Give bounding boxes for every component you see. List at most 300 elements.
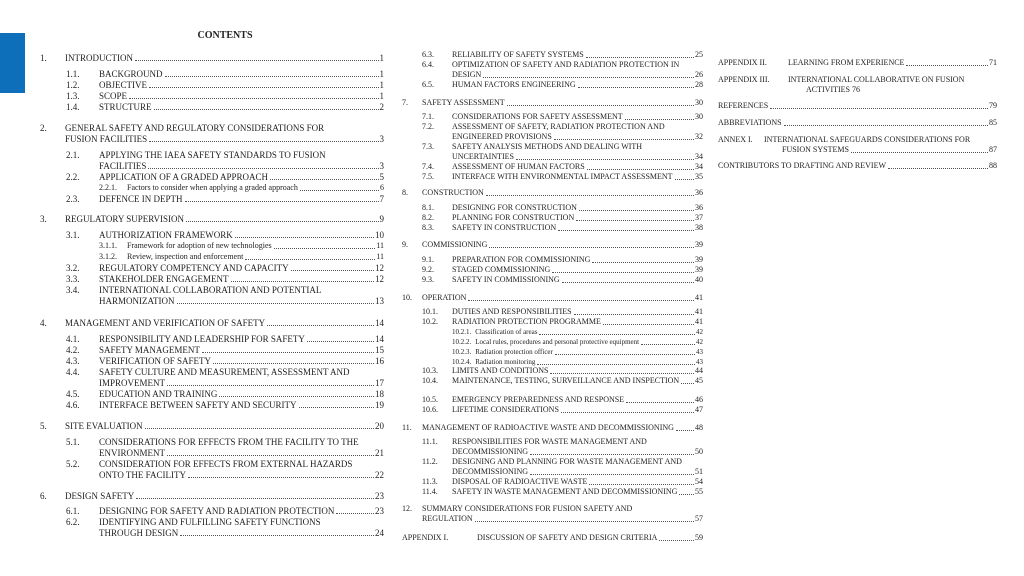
toc-entry (452, 376, 703, 386)
toc-page-number: 13 (375, 296, 384, 306)
toc-entry-number: 8.2. (422, 213, 434, 222)
toc-page-number: 23 (375, 506, 384, 516)
toc-entry-title: Classification of areas (475, 328, 538, 336)
toc-entry (452, 162, 703, 172)
toc-page-number: 44 (695, 366, 703, 375)
toc-page-number: 14 (375, 334, 384, 344)
toc-entry (127, 241, 384, 251)
toc-page-number: 18 (375, 389, 384, 399)
toc-leader (554, 139, 694, 140)
toc-page-number: 16 (375, 356, 384, 366)
toc-entry-title: MANAGEMENT OF RADIOACTIVE WASTE AND DECOMMISSIONING (422, 423, 674, 432)
toc-page-number: 51 (695, 467, 703, 476)
toc-entry-continuation (99, 448, 384, 458)
toc-entry-number: 10.5. (422, 395, 438, 404)
toc-entry-title-cont: DESIGN (452, 70, 482, 79)
toc-page-number: 12 (375, 274, 384, 284)
toc-entry-title: INTERFACE WITH ENVIRONMENTAL IMPACT ASSESSMENT (452, 172, 673, 181)
toc-page-number: 39 (695, 240, 703, 249)
toc-page-number: 26 (695, 70, 703, 79)
toc-entry (452, 142, 642, 152)
toc-entry-number: 2.3. (66, 194, 80, 204)
toc-entry-number: 3.2. (66, 263, 80, 273)
toc-page-number: 21 (375, 448, 384, 458)
toc-entry (452, 203, 703, 213)
toc-page-number: 42 (696, 338, 703, 346)
toc-page-number: 59 (695, 533, 703, 542)
toc-leader (307, 341, 374, 342)
toc-entry-title: EMERGENCY PREPAREDNESS AND RESPONSE (452, 395, 625, 404)
toc-entry-number: 10.6. (422, 405, 438, 414)
toc-leader (530, 454, 694, 455)
toc-entry-title: INTERNATIONAL COLLABORATIVE ON FUSION (788, 75, 965, 84)
toc-page-number: 47 (695, 405, 703, 414)
toc-page-number: 24 (375, 528, 384, 538)
toc-entry-number: 11.4. (422, 487, 438, 496)
toc-entry-number: 3.3. (66, 274, 80, 284)
toc-entry (127, 183, 384, 193)
accent-bar (0, 33, 25, 93)
toc-leader (148, 168, 378, 169)
toc-entry (452, 50, 703, 60)
toc-entry-title-cont: ENGINEERED PROVISIONS (452, 132, 552, 141)
toc-entry-title: RELIABILITY OF SAFETY SYSTEMS (452, 50, 584, 59)
toc-entry-number: APPENDIX II. (718, 58, 767, 67)
toc-entry (99, 80, 384, 90)
toc-entry-title: VERIFICATION OF SAFETY (99, 356, 212, 366)
toc-page-number: 32 (695, 132, 703, 141)
toc-entry-number: 6.5. (422, 80, 434, 89)
toc-leader (675, 179, 694, 180)
toc-page-number: 41 (695, 307, 703, 316)
toc-entry-number: 8. (402, 188, 408, 197)
toc-page-number: 1 (379, 80, 384, 90)
toc-entry (452, 172, 703, 182)
toc-page-number: 45 (695, 376, 703, 385)
toc-entry (65, 123, 324, 133)
toc-leader (167, 455, 374, 456)
toc-leader (300, 190, 379, 191)
toc-leader (149, 87, 379, 88)
toc-leader (129, 98, 378, 99)
toc-entry-title: Factors to consider when applying a graded approach (127, 183, 298, 192)
toc-page-number: 2 (379, 102, 384, 112)
toc-entry-title: REFERENCES (718, 101, 769, 110)
toc-page-number: 22 (375, 470, 384, 480)
toc-entry (452, 477, 703, 487)
toc-page-number: 55 (695, 487, 703, 496)
toc-entry (99, 274, 384, 284)
toc-entry-number: 5. (40, 421, 47, 431)
toc-entry-continuation (99, 470, 384, 480)
toc-entry-number: 5.1. (66, 437, 80, 447)
toc-entry-title: BACKGROUND (99, 69, 163, 79)
toc-entry-title: INTRODUCTION (65, 53, 133, 63)
toc-leader (579, 210, 694, 211)
toc-page-number: 1 (379, 91, 384, 101)
toc-entry-title-cont: THROUGH DESIGN (99, 528, 179, 538)
toc-leader (186, 221, 378, 222)
toc-leader (149, 141, 378, 142)
toc-entry-continuation (452, 132, 703, 142)
toc-entry (452, 275, 703, 285)
toc-entry (718, 161, 997, 171)
toc-leader (784, 125, 988, 126)
toc-entry-number: 7. (402, 98, 408, 107)
toc-leader (625, 119, 694, 120)
toc-page-number: 1 (379, 69, 384, 79)
toc-entry-title-cont: DECOMMISSIONING (452, 447, 529, 456)
toc-page-number: 48 (695, 423, 703, 432)
toc-entry-title: SAFETY ASSESSMENT (422, 98, 505, 107)
toc-page-number: 30 (695, 112, 703, 121)
toc-page-number: 28 (695, 80, 703, 89)
toc-page-number: 35 (695, 172, 703, 181)
toc-entry (99, 172, 384, 182)
toc-entry (99, 437, 359, 447)
toc-leader (213, 363, 374, 364)
toc-entry (452, 395, 703, 405)
toc-entry (99, 69, 384, 79)
toc-entry-title: STAGED COMMISSIONING (452, 265, 551, 274)
toc-entry-title: LEARNING FROM EXPERIENCE (788, 58, 905, 67)
toc-page-number: 34 (695, 162, 703, 171)
toc-entry-number: 4.2. (66, 345, 80, 355)
toc-entry-continuation (99, 528, 384, 538)
toc-entry-number: 1.4. (66, 102, 80, 112)
toc-entry (452, 213, 703, 223)
toc-entry-title: CONSIDERATIONS FOR EFFECTS FROM THE FACILITY TO THE (99, 437, 359, 447)
toc-entry-title: ASSESSMENT OF SAFETY, RADIATION PROTECTION AND (452, 122, 665, 131)
toc-entry (452, 457, 682, 467)
toc-page-number: 39 (695, 265, 703, 274)
toc-page-number: 6 (380, 183, 384, 192)
toc-page-number: 40 (695, 275, 703, 284)
toc-entry (452, 405, 703, 415)
toc-entry-continuation (65, 134, 384, 144)
toc-entry-number: 4.5. (66, 389, 80, 399)
toc-entry (99, 150, 326, 160)
toc-page-number: 37 (695, 213, 703, 222)
toc-entry-title-cont: IMPROVEMENT (99, 378, 166, 388)
toc-leader (299, 407, 375, 408)
toc-page-number: 79 (989, 101, 997, 110)
toc-entry (422, 504, 632, 514)
toc-entry (452, 317, 703, 327)
toc-entry-number: 4.6. (66, 400, 80, 410)
toc-leader (145, 428, 374, 429)
toc-entry-number: 10.2.2. (452, 338, 472, 346)
page-title: CONTENTS (197, 30, 253, 41)
toc-entry (452, 112, 703, 122)
toc-entry (718, 101, 997, 111)
toc-entry-title: CONSIDERATIONS FOR SAFETY ASSESSMENT (452, 112, 623, 121)
toc-entry-continuation (99, 378, 384, 388)
toc-entry (452, 327, 703, 337)
toc-leader (180, 535, 374, 536)
toc-entry (477, 533, 703, 543)
toc-entry-continuation (452, 152, 703, 162)
toc-page-number: 43 (696, 358, 703, 366)
toc-entry-number: 10.2.4. (452, 358, 472, 366)
toc-leader (589, 484, 694, 485)
toc-entry-number: 5.2. (66, 459, 80, 469)
toc-entry-number: 1. (40, 53, 47, 63)
toc-leader (888, 168, 988, 169)
toc-leader (267, 325, 374, 326)
toc-entry-title: STRUCTURE (99, 102, 152, 112)
toc-entry (452, 487, 703, 497)
toc-entry-title: CONTRIBUTORS TO DRAFTING AND REVIEW (718, 161, 887, 170)
toc-page-number: 39 (695, 255, 703, 264)
toc-entry-title: SAFETY ANALYSIS METHODS AND DEALING WITH (452, 142, 643, 151)
toc-entry-title-cont: UNCERTAINTIES (452, 152, 514, 161)
toc-entry (99, 400, 384, 410)
toc-entry-title: CONSIDERATION FOR EFFECTS FROM EXTERNAL HAZARDS (99, 459, 353, 469)
toc-entry-title: PLANNING FOR CONSTRUCTION (452, 213, 575, 222)
toc-entry-number: 10. (402, 293, 412, 302)
toc-entry-number: 8.1. (422, 203, 434, 212)
toc-leader (555, 354, 695, 355)
toc-page-number: 9 (379, 214, 384, 224)
toc-entry-number: 11. (402, 423, 412, 432)
toc-entry (99, 517, 321, 527)
toc-page-number: 88 (989, 161, 997, 170)
toc-entry (422, 240, 703, 250)
toc-entry-number: 12. (402, 504, 412, 513)
toc-page-number: 3 (379, 161, 384, 171)
toc-entry-number: 10.4. (422, 376, 438, 385)
toc-entry-title: DUTIES AND RESPONSIBILITIES (452, 307, 572, 316)
toc-page-number: 17 (375, 378, 384, 388)
toc-entry-number: 4.4. (66, 367, 80, 377)
toc-entry (452, 347, 703, 357)
toc-entry-title: SCOPE (99, 91, 128, 101)
toc-page-number: 19 (375, 400, 384, 410)
toc-entry-title: ASSESSMENT OF HUMAN FACTORS (452, 162, 585, 171)
toc-page-number: 14 (375, 318, 384, 328)
toc-page-number: 43 (696, 348, 703, 356)
toc-entry-title: RADIATION PROTECTION PROGRAMME (452, 317, 601, 326)
toc-entry-title: LIMITS AND CONDITIONS (452, 366, 549, 375)
toc-entry-title: DISCUSSION OF SAFETY AND DESIGN CRITERIA (477, 533, 658, 542)
toc-entry-title: REGULATORY SUPERVISION (65, 214, 185, 224)
toc-entry-number: 9.1. (422, 255, 434, 264)
toc-leader (135, 60, 379, 61)
toc-page-number: 20 (375, 421, 384, 431)
toc-entry (764, 135, 970, 145)
toc-entry (422, 98, 703, 108)
toc-leader (516, 159, 694, 160)
toc-entry (788, 75, 964, 85)
toc-page-number: 85 (989, 118, 997, 127)
toc-entry-title: HUMAN FACTORS ENGINEERING (452, 80, 576, 89)
toc-entry-number: 3.4. (66, 285, 80, 295)
toc-leader (587, 169, 694, 170)
toc-entry (788, 58, 997, 68)
toc-leader (561, 412, 694, 413)
toc-page-number: 36 (695, 203, 703, 212)
toc-entry-title: SAFETY CULTURE AND MEASUREMENT, ASSESSMENT AND (99, 367, 350, 377)
toc-leader (558, 230, 694, 231)
toc-entry (422, 423, 703, 433)
toc-entry-number: 11.2. (422, 457, 438, 466)
toc-leader (185, 201, 379, 202)
toc-page-number: 15 (375, 345, 384, 355)
toc-entry-title: EDUCATION AND TRAINING (99, 389, 218, 399)
toc-leader (562, 282, 694, 283)
toc-entry-number: 2.1. (66, 150, 80, 160)
toc-entry-number: 3.1. (66, 230, 80, 240)
toc-entry (127, 252, 384, 262)
toc-entry-number: 10.1. (422, 307, 438, 316)
toc-entry (452, 80, 703, 90)
toc-entry-number: 6.1. (66, 506, 80, 516)
toc-entry-number: 1.3. (66, 91, 80, 101)
toc-entry-title: IDENTIFYING AND FULFILLING SAFETY FUNCTIONS (99, 517, 321, 527)
toc-entry-title: LIFETIME CONSIDERATIONS (452, 405, 559, 414)
toc-entry-continuation (99, 161, 384, 171)
toc-entry-title: GENERAL SAFETY AND REGULATORY CONSIDERATIONS FOR (65, 123, 325, 133)
toc-entry-title: MANAGEMENT AND VERIFICATION OF SAFETY (65, 318, 266, 328)
toc-entry-number: 9. (402, 240, 408, 249)
toc-entry-title: SAFETY IN CONSTRUCTION (452, 223, 557, 232)
toc-leader (539, 334, 695, 335)
toc-page-number: 5 (379, 172, 384, 182)
toc-entry-title-cont: ACTIVITIES 76 (806, 85, 860, 94)
toc-entry-title-cont: DECOMMISSIONING (452, 467, 529, 476)
toc-page-number: 36 (695, 188, 703, 197)
toc-entry-number: 9.3. (422, 275, 434, 284)
toc-page-number: 46 (695, 395, 703, 404)
toc-entry-title: REGULATORY COMPETENCY AND CAPACITY (99, 263, 289, 273)
toc-page-number: 42 (696, 328, 703, 336)
toc-leader (167, 385, 374, 386)
toc-page-number: 12 (375, 263, 384, 273)
toc-page-number: 87 (989, 145, 997, 154)
toc-entry-title: STAKEHOLDER ENGAGEMENT (99, 274, 229, 284)
toc-entry-number: 4. (40, 318, 47, 328)
toc-leader (274, 248, 376, 249)
toc-entry (99, 91, 384, 101)
toc-leader (231, 281, 374, 282)
toc-entry-continuation (452, 467, 703, 477)
toc-entry (99, 334, 384, 344)
toc-leader (188, 477, 374, 478)
toc-entry-number: 10.3. (422, 366, 438, 375)
toc-page-number: 7 (379, 194, 384, 204)
toc-leader (626, 402, 694, 403)
toc-entry-title: APPLYING THE IAEA SAFETY STANDARDS TO FUSION (99, 150, 326, 160)
toc-entry-title-cont: HARMONIZATION (99, 296, 175, 306)
toc-leader (486, 195, 694, 196)
toc-entry-number: 10.2.1. (452, 328, 472, 336)
toc-leader (576, 220, 694, 221)
toc-entry (452, 265, 703, 275)
toc-entry (99, 506, 384, 516)
toc-entry (422, 293, 703, 303)
toc-leader (676, 430, 694, 431)
toc-entry-title: SAFETY IN COMMISSIONING (452, 275, 560, 284)
toc-leader (235, 237, 374, 238)
toc-entry (99, 230, 384, 240)
toc-page-number: 25 (695, 50, 703, 59)
toc-entry-title: OBJECTIVE (99, 80, 147, 90)
toc-entry-continuation (806, 85, 860, 95)
toc-entry-number: 11.3. (422, 477, 438, 486)
toc-page-number: 50 (695, 447, 703, 456)
toc-entry-number: ANNEX I. (718, 135, 753, 144)
toc-entry (422, 188, 703, 198)
toc-entry-title: INTERNATIONAL SAFEGUARDS CONSIDERATIONS FOR (764, 135, 971, 144)
toc-entry-title: INTERFACE BETWEEN SAFETY AND SECURITY (99, 400, 297, 410)
toc-leader (603, 324, 694, 325)
toc-entry-number: 2.2.1. (99, 183, 117, 192)
toc-entry (99, 367, 350, 377)
toc-entry-number: 2.2. (66, 172, 80, 182)
toc-leader (177, 303, 375, 304)
toc-entry (65, 491, 384, 501)
toc-entry-title: ABBREVIATIONS (718, 118, 782, 127)
toc-entry-title-cont: REGULATION (422, 514, 473, 523)
toc-entry-number: 4.3. (66, 356, 80, 366)
toc-entry-continuation (422, 514, 703, 524)
toc-page-number: 30 (695, 98, 703, 107)
toc-entry-number: 2. (40, 123, 47, 133)
toc-entry-title: INTERNATIONAL COLLABORATION AND POTENTIAL (99, 285, 322, 295)
toc-entry (99, 194, 384, 204)
toc-entry-title: AUTHORIZATION FRAMEWORK (99, 230, 233, 240)
toc-page-number: 57 (695, 514, 703, 523)
toc-entry (65, 214, 384, 224)
toc-entry-title: DESIGNING AND PLANNING FOR WASTE MANAGEMENT AND (452, 457, 682, 466)
toc-leader (154, 109, 379, 110)
toc-page-number: 34 (695, 152, 703, 161)
toc-entry-number: 6. (40, 491, 47, 501)
toc-entry (99, 285, 321, 295)
toc-leader (679, 494, 694, 495)
toc-leader (530, 474, 694, 475)
toc-entry (65, 318, 384, 328)
toc-entry-title: Local rules, procedures and personal protective equipment (475, 338, 640, 346)
toc-entry-number: 8.3. (422, 223, 434, 232)
toc-leader (681, 383, 694, 384)
toc-entry-continuation (99, 296, 384, 306)
toc-entry-title: SAFETY IN WASTE MANAGEMENT AND DECOMMISSIONING (452, 487, 678, 496)
toc-entry-number: 6.2. (66, 517, 80, 527)
toc-leader (468, 300, 694, 301)
toc-entry-title: DESIGNING FOR CONSTRUCTION (452, 203, 577, 212)
toc-entry (99, 102, 384, 112)
toc-leader (851, 152, 988, 153)
toc-entry-title: PREPARATION FOR COMMISSIONING (452, 255, 591, 264)
toc-leader (770, 108, 988, 109)
toc-entry (452, 337, 703, 347)
toc-entry-title: RESPONSIBILITY AND LEADERSHIP FOR SAFETY (99, 334, 305, 344)
toc-page-number: 11 (376, 252, 384, 261)
toc-entry-number: 10.2.3. (452, 348, 472, 356)
toc-entry-number: 7.5. (422, 172, 434, 181)
toc-leader (202, 352, 374, 353)
toc-leader (550, 373, 694, 374)
toc-entry-continuation (452, 447, 703, 457)
toc-entry (452, 60, 679, 70)
toc-entry-title-cont: FUSION SYSTEMS (782, 145, 849, 154)
toc-leader (586, 57, 694, 58)
toc-entry (452, 307, 703, 317)
toc-leader (336, 513, 374, 514)
toc-entry (99, 459, 352, 469)
